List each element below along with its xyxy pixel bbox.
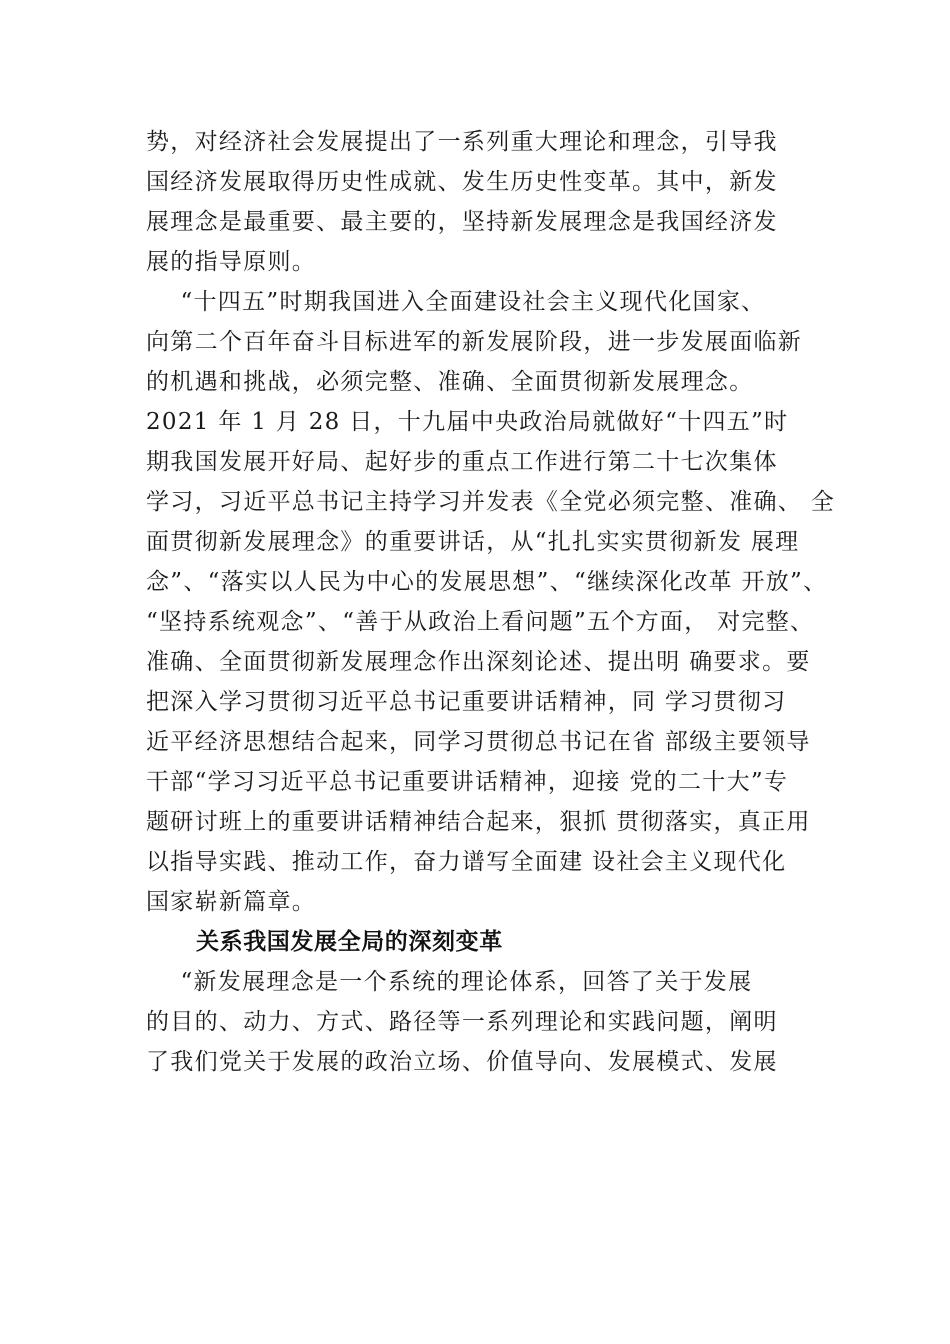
- body-text-line: 以指导实践、推动工作，奋力谱写全面建 设社会主义现代化: [146, 849, 787, 875]
- body-text-line: 展理念是最重要、最主要的，坚持新发展理念是我国经济发: [146, 209, 778, 235]
- body-text-line: 2021 年 1 月 28 日，十九届中央政治局就做好“十四五”时: [146, 409, 789, 435]
- body-text-line: 展的指导原则。: [146, 249, 317, 275]
- body-text-line: 了我们党关于发展的政治立场、价值导向、发展模式、发展: [146, 1049, 778, 1075]
- body-text-line: 题研讨班上的重要讲话精神结合起来，狠抓 贯彻落实，真正用: [146, 809, 811, 835]
- body-text-line: 的机遇和挑战，必须完整、准确、全面贯彻新发展理念。: [146, 369, 754, 395]
- body-text-line: 期我国发展开好局、起好步的重点工作进行第二十七次集体: [146, 449, 778, 475]
- body-text-line: 势，对经济社会发展提出了一系列重大理论和理念，引导我: [146, 129, 778, 155]
- body-text-line: 准确、全面贯彻新发展理念作出深刻论述、提出明 确要求。要: [146, 649, 811, 675]
- body-text-line: 把深入学习贯彻习近平总书记重要讲话精神，同 学习贯彻习: [146, 689, 787, 715]
- body-text-line: 学习，习近平总书记主持学习并发表《全党必须完整、准确、 全: [146, 489, 836, 515]
- section-heading: 关系我国发展全局的深刻变革: [196, 929, 503, 955]
- body-text-line: “十四五”时期我国进入全面建设社会主义现代化国家、: [146, 289, 766, 315]
- body-text-line: “坚持系统观念”、“善于从政治上看问题”五个方面， 对完整、: [146, 609, 815, 635]
- body-text-line: 国家崭新篇章。: [146, 889, 317, 915]
- body-text-line: 近平经济思想结合起来，同学习贯彻总书记在省 部级主要领导: [146, 729, 811, 755]
- body-text-line: 面贯彻新发展理念》的重要讲话，从“扎扎实实贯彻新发 展理: [146, 529, 800, 555]
- body-text-line: 的目的、动力、方式、路径等一系列理论和实践问题，阐明: [146, 1009, 778, 1035]
- body-text-line: 干部“学习习近平总书记重要讲话精神，迎接 党的二十大”专: [146, 769, 789, 795]
- body-text-line: 念”、“落实以人民为中心的发展思想”、“继续深化改革 开放”、: [146, 569, 828, 595]
- body-text-line: 向第二个百年奋斗目标进军的新发展阶段，进一步发展面临新: [146, 329, 803, 355]
- body-text-line: 国经济发展取得历史性成就、发生历史性变革。其中，新发: [146, 169, 778, 195]
- body-text-line: “新发展理念是一个系统的理论体系，回答了关于发展: [146, 969, 753, 995]
